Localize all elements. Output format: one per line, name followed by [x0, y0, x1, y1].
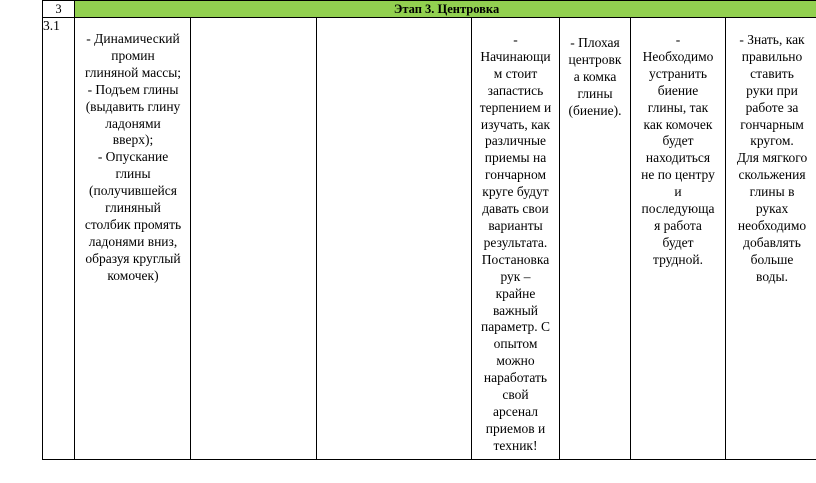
table-row — [43, 18, 816, 460]
tip-cell — [726, 18, 816, 460]
method-notes-text: - Начинающи м стоит запастись терпением и изучать, как различные приемы на гончарном круге будут давать свои варианты результата. Постановка рук – крайне важный параметр. С опытом можно наработать свой арсенал приемов и техник! — [479, 32, 552, 453]
row-number-cell: 3.1 — [43, 18, 75, 460]
empty-cell-3 — [191, 18, 317, 460]
method-notes-cell — [472, 18, 560, 460]
solution-text: - Необходимо устранить биение глины, так как комочек будет находиться не по центру и последующа я работа будет трудной. — [641, 32, 715, 267]
column-4-text — [317, 18, 471, 31]
solution-cell — [631, 18, 726, 460]
column-3-text — [191, 18, 316, 31]
problem-cell — [560, 18, 631, 460]
stage-number-cell: 3 — [43, 1, 75, 18]
actions-cell — [75, 18, 191, 460]
empty-cell-4 — [317, 18, 472, 460]
problem-text: - Плохая центровк а комка глины (биение). — [568, 35, 622, 118]
stage-header-row — [43, 1, 816, 18]
stage-title-cell: Этап 3. Центровка — [75, 1, 816, 18]
actions-text: - Динамический промин глиняной массы; - Подъем глины (выдавить глину ладонями вверх); - Опускание глины (получившейся глиняный столбик промять ладонями вниз, образуя круглый комочек) — [84, 31, 182, 283]
tip-text: - Знать, как правильно ставить руки при работе за гончарным кругом. Для мягкого скольжения глины в руках необходимо добавлять больше воды. — [736, 32, 808, 284]
stage-table — [42, 0, 816, 460]
